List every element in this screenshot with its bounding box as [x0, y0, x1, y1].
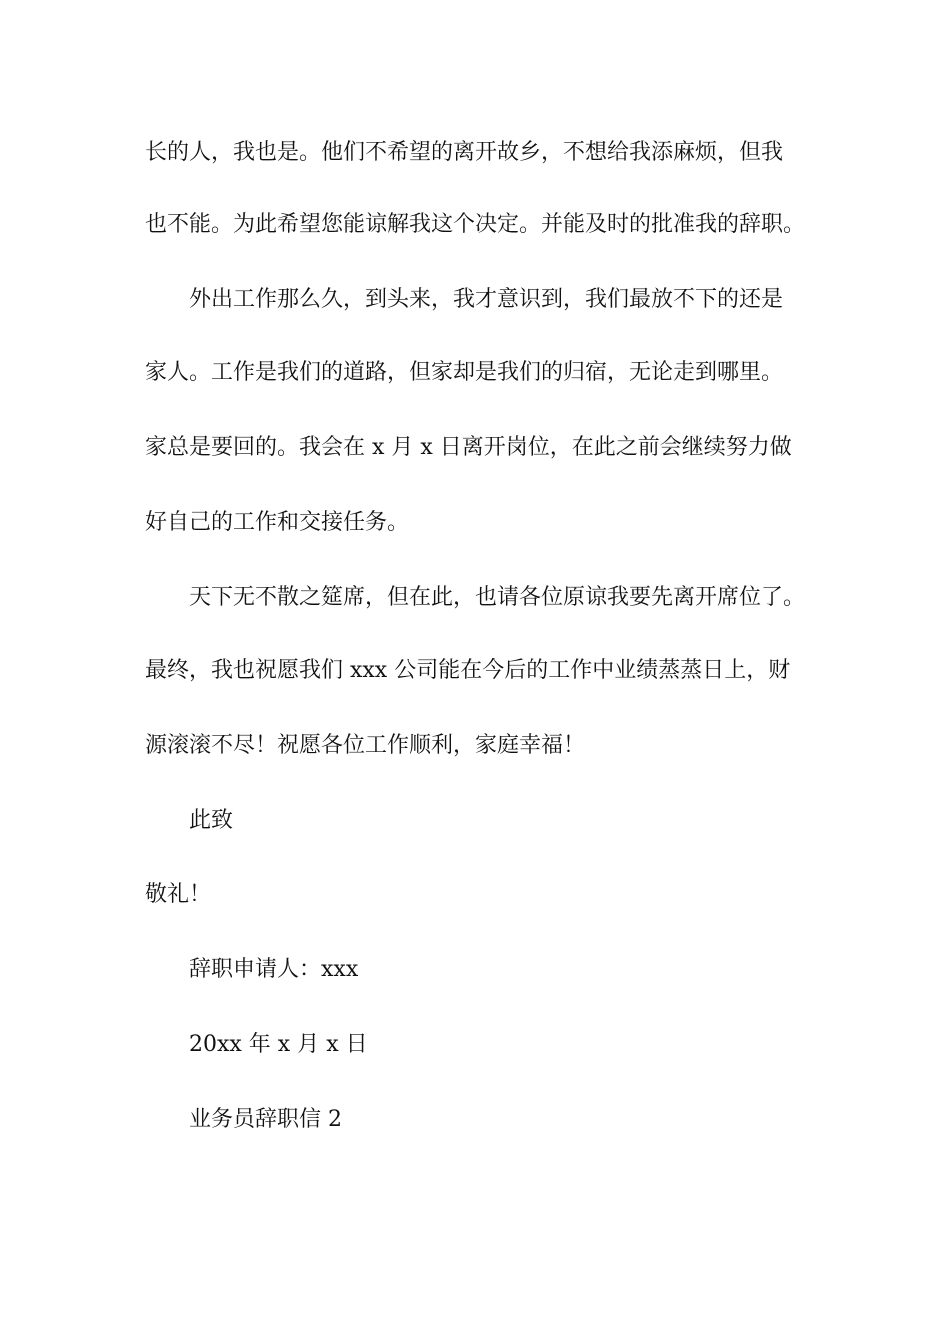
paragraph-2-line-4: 好自己的工作和交接任务。	[145, 510, 410, 535]
paragraph-2-line-1: 外出工作那么久，到头来，我才意识到，我们最放不下的还是	[189, 287, 784, 312]
next-section-title: 业务员辞职信 2	[189, 1107, 342, 1132]
paragraph-3-line-2: 最终，我也祝愿我们 xxx 公司能在今后的工作中业绩蒸蒸日上，财	[145, 658, 791, 683]
applicant-signature: 辞职申请人：xxx	[189, 957, 359, 982]
paragraph-2-line-2: 家人。工作是我们的道路，但家却是我们的归宿，无论走到哪里。	[145, 360, 784, 385]
paragraph-3-line-1: 天下无不散之筵席，但在此，也请各位原谅我要先离开席位了。	[189, 585, 806, 610]
body-line-2: 也不能。为此希望您能谅解我这个决定。并能及时的批准我的辞职。	[145, 212, 806, 237]
body-line-1: 长的人，我也是。他们不希望的离开故乡，不想给我添麻烦，但我	[145, 140, 784, 165]
closing-respect: 敬礼！	[145, 882, 212, 907]
paragraph-2-line-3: 家总是要回的。我会在 x 月 x 日离开岗位，在此之前会继续努力做	[145, 435, 792, 460]
signature-date: 20xx 年 x 月 x 日	[189, 1032, 368, 1057]
closing-salutation: 此致	[189, 808, 234, 833]
paragraph-3-line-3: 源滚滚不尽！祝愿各位工作顺利，家庭幸福！	[145, 733, 586, 758]
